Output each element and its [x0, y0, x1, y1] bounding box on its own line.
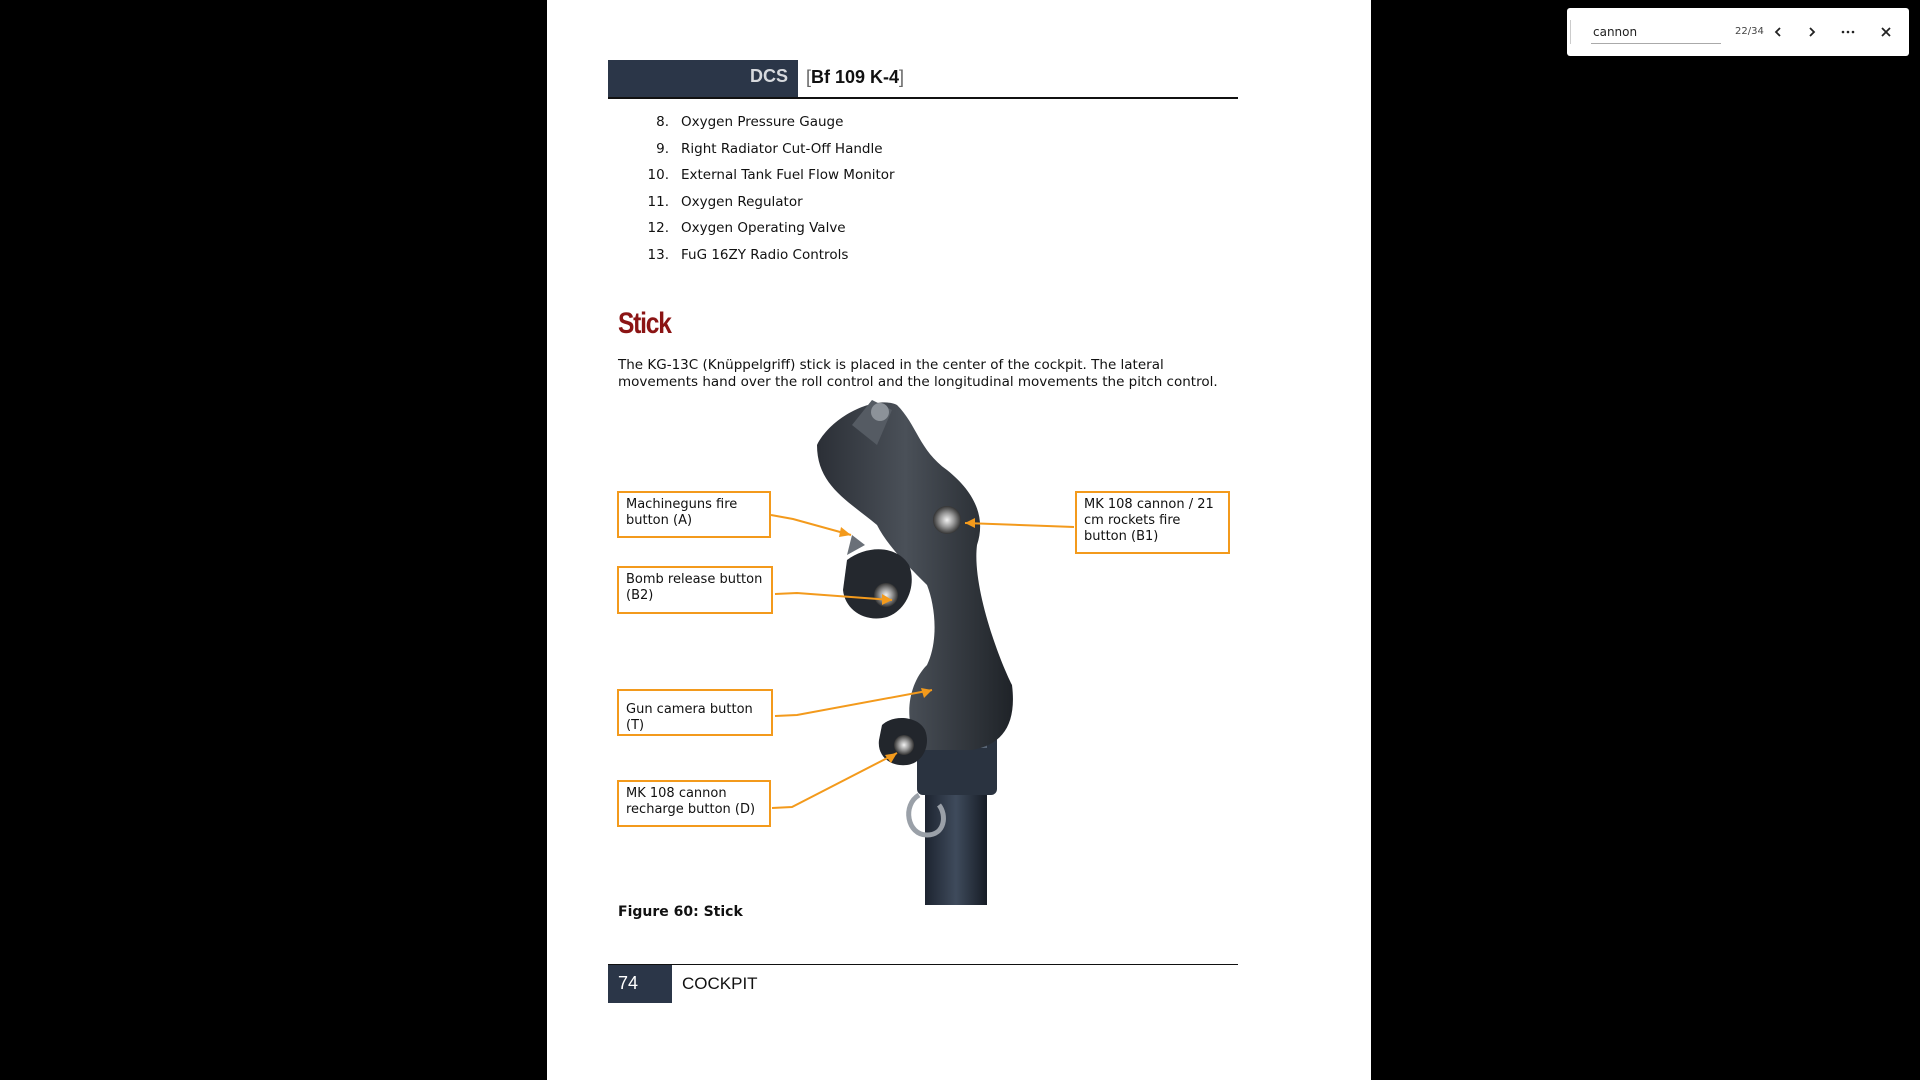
- chevron-left-icon: [1772, 26, 1784, 38]
- find-match-count: 22/34: [1735, 26, 1764, 37]
- stick-illustration: [547, 395, 1371, 905]
- list-item: 8. Oxygen Pressure Gauge: [656, 114, 844, 130]
- close-icon: [1880, 26, 1892, 38]
- callout-cannon-recharge: MK 108 cannon recharge button (D): [617, 780, 771, 827]
- callout-cannon-fire: MK 108 cannon / 21 cm rockets fire button (B1): [1075, 491, 1230, 554]
- list-item: 9. Right Radiator Cut-Off Handle: [656, 140, 883, 157]
- footer-page-box: [608, 965, 672, 1003]
- pdf-page: [547, 0, 1371, 1080]
- footer-rule: [608, 964, 1238, 965]
- figure-caption: Figure 60: Stick: [618, 904, 743, 920]
- header-title: [Bf 109 K-4]: [806, 67, 905, 87]
- chevron-right-icon: [1806, 26, 1818, 38]
- find-input[interactable]: [1591, 21, 1721, 44]
- more-icon: [1840, 26, 1856, 38]
- header-title-text: Bf 109 K-4: [811, 67, 900, 87]
- item-list: [643, 114, 895, 273]
- footer-section: COCKPIT: [682, 974, 758, 993]
- find-next-button[interactable]: [1799, 19, 1825, 45]
- list-item: 11. Oxygen Regulator: [647, 193, 803, 210]
- section-heading: Stick: [618, 307, 671, 340]
- find-close-button[interactable]: [1873, 19, 1899, 45]
- find-more-button[interactable]: [1835, 19, 1861, 45]
- trigger-housing: [843, 549, 912, 618]
- callout-bomb-release: Bomb release button (B2): [617, 566, 773, 614]
- page-number: 74: [618, 973, 639, 993]
- list-item: 13. FuG 16ZY Radio Controls: [647, 246, 849, 263]
- b2-button: [874, 583, 898, 607]
- section-paragraph: The KG-13C (Knüppelgriff) stick is placed in the center of the cockpit. The lateral movements hand over the roll control and the longitudinal movements the pitch control.: [618, 357, 1218, 390]
- header-rule: [608, 97, 1238, 99]
- b1-button: [933, 506, 961, 534]
- d-button: [894, 735, 914, 755]
- callout-machineguns: Machineguns fire button (A): [617, 491, 771, 538]
- list-item: 10. External Tank Fuel Flow Monitor: [647, 167, 895, 183]
- find-prev-button[interactable]: [1765, 19, 1791, 45]
- list-item: 12. Oxygen Operating Valve: [647, 220, 846, 236]
- find-bar: [1567, 8, 1909, 56]
- header-brand: DCS: [749, 66, 788, 86]
- callout-gun-camera: Gun camera button (T): [617, 689, 773, 736]
